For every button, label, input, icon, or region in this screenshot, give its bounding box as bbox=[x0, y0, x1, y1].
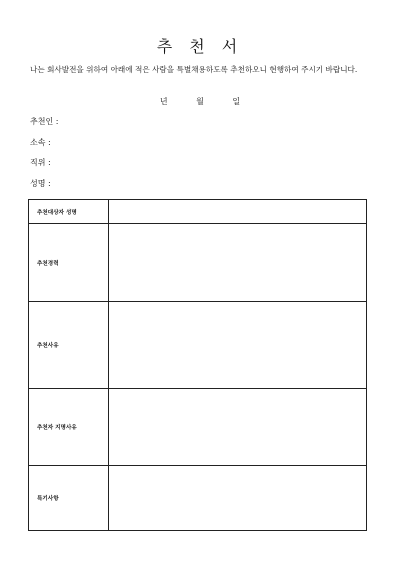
table-row bbox=[29, 224, 367, 302]
field-name: 성명 : bbox=[30, 179, 51, 188]
table-row bbox=[29, 466, 367, 531]
row-value-career[interactable] bbox=[109, 224, 367, 302]
row-label-special-notes: 특기사항 bbox=[29, 466, 109, 531]
row-label-nomination-reason: 추천자 지명사유 bbox=[29, 389, 109, 466]
field-position: 직위 : bbox=[30, 158, 51, 167]
date-month: 월 bbox=[196, 97, 204, 106]
date-year: 년 bbox=[159, 97, 168, 106]
row-label-candidate-name: 추천대상자 성명 bbox=[29, 200, 109, 224]
row-value-candidate-name[interactable] bbox=[109, 200, 367, 224]
row-value-special-notes[interactable] bbox=[109, 466, 367, 531]
field-recommender: 추천인 : bbox=[30, 117, 59, 126]
table-row bbox=[29, 302, 367, 389]
table-row bbox=[29, 389, 367, 466]
row-value-reason[interactable] bbox=[109, 302, 367, 389]
field-affiliation: 소속 : bbox=[30, 138, 51, 147]
table-row bbox=[29, 200, 367, 224]
recommendation-table bbox=[28, 199, 367, 531]
row-value-nomination-reason[interactable] bbox=[109, 389, 367, 466]
row-label-career: 추천경력 bbox=[29, 224, 109, 302]
intro-paragraph: 나는 회사발전을 위하여 아래에 적은 사람을 특별채용하도록 추천하오니 현행하여 주시기 바랍니다. bbox=[30, 65, 358, 74]
date-day: 일 bbox=[232, 97, 241, 106]
date-line bbox=[0, 96, 400, 107]
document-title: 추 천 서 bbox=[156, 37, 244, 56]
row-label-reason: 추천사유 bbox=[29, 302, 109, 389]
